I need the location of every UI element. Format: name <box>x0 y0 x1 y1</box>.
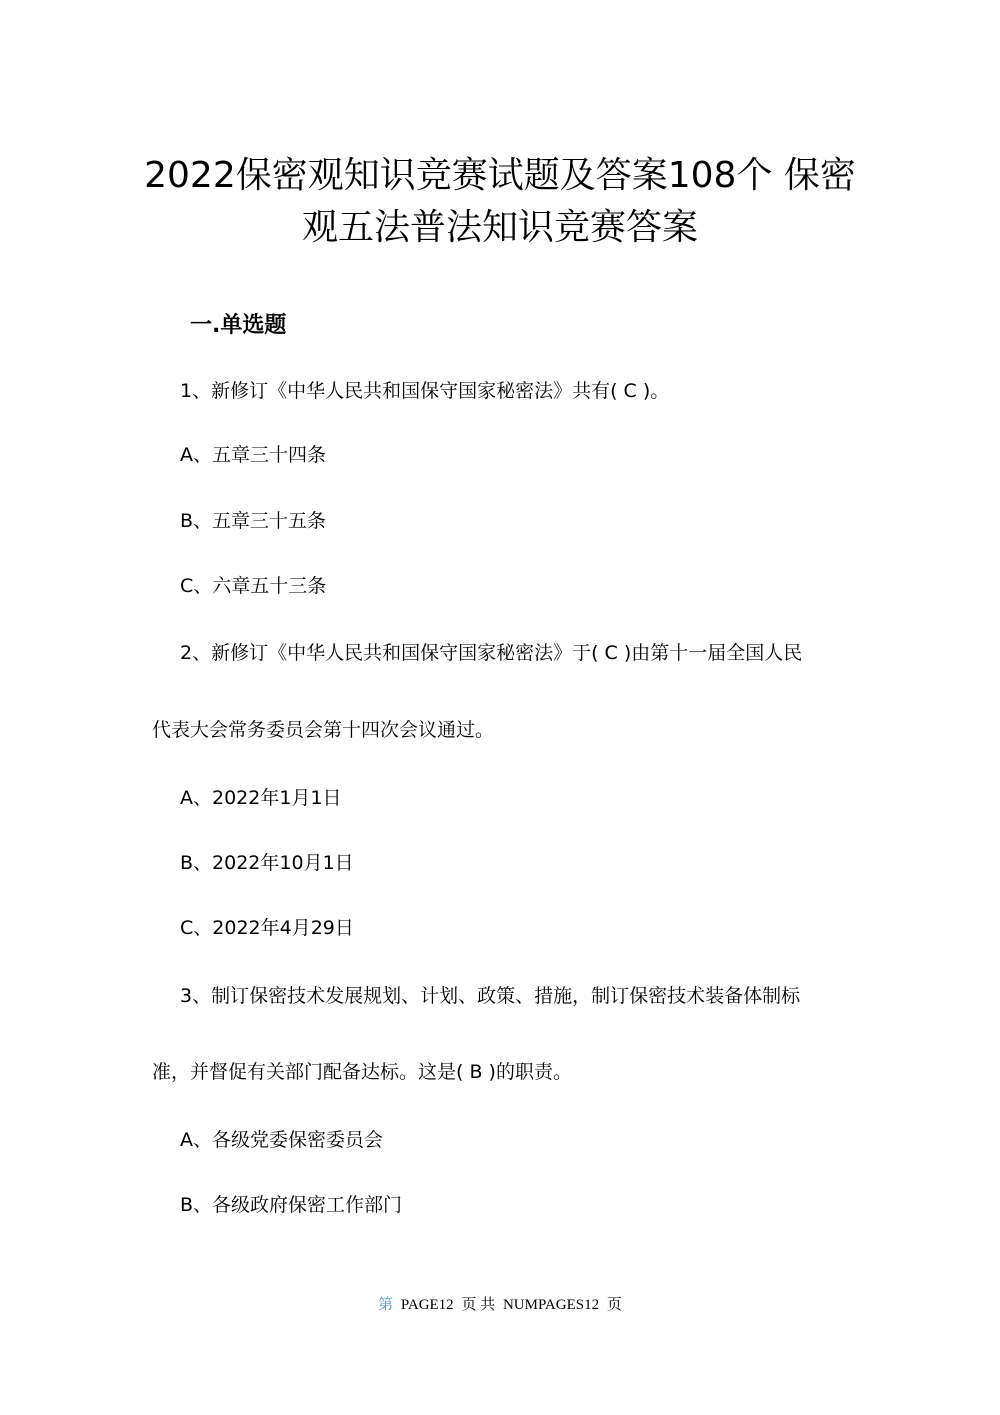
footer-middle: 页 共 <box>461 1297 496 1313</box>
question-2-text-line-2: 代表大会常务委员会第十四次会议通过。 <box>152 719 495 741</box>
document-title: 2022保密观知识竞赛试题及答案108个 保密观五法普法知识竞赛答案 <box>144 155 856 248</box>
question-3-option-a: A、各级党委保密委员会 <box>180 1129 383 1151</box>
question-2-option-a: A、2022年1月1日 <box>180 787 342 809</box>
question-2-option-c: C、2022年4月29日 <box>180 917 354 939</box>
footer-prefix: 第 <box>378 1297 394 1313</box>
question-1-option-c: C、六章五十三条 <box>180 575 327 597</box>
question-2-text-line-1: 2、新修订《中华人民共和国保守国家秘密法》于( C )由第十一届全国人民 <box>180 642 803 664</box>
page-footer <box>0 1293 1000 1314</box>
question-3-option-b: B、各级政府保密工作部门 <box>180 1194 403 1216</box>
question-3-text-line-1: 3、制订保密技术发展规划、计划、政策、措施，制订保密技术装备体制标 <box>180 985 801 1007</box>
footer-numpages-field: NUMPAGES12 <box>502 1297 600 1313</box>
question-1-option-a: A、五章三十四条 <box>180 444 326 466</box>
question-1-option-b: B、五章三十五条 <box>180 510 327 532</box>
question-2-option-b: B、2022年10月1日 <box>180 852 354 874</box>
footer-page-field: PAGE12 <box>400 1297 454 1313</box>
question-3-text-line-2: 准，并督促有关部门配备达标。这是( B )的职责。 <box>152 1061 572 1083</box>
footer-suffix: 页 <box>606 1297 622 1313</box>
question-1-text: 1、新修订《中华人民共和国保守国家秘密法》共有( C )。 <box>180 380 670 402</box>
section-heading: 一.单选题 <box>190 313 287 338</box>
